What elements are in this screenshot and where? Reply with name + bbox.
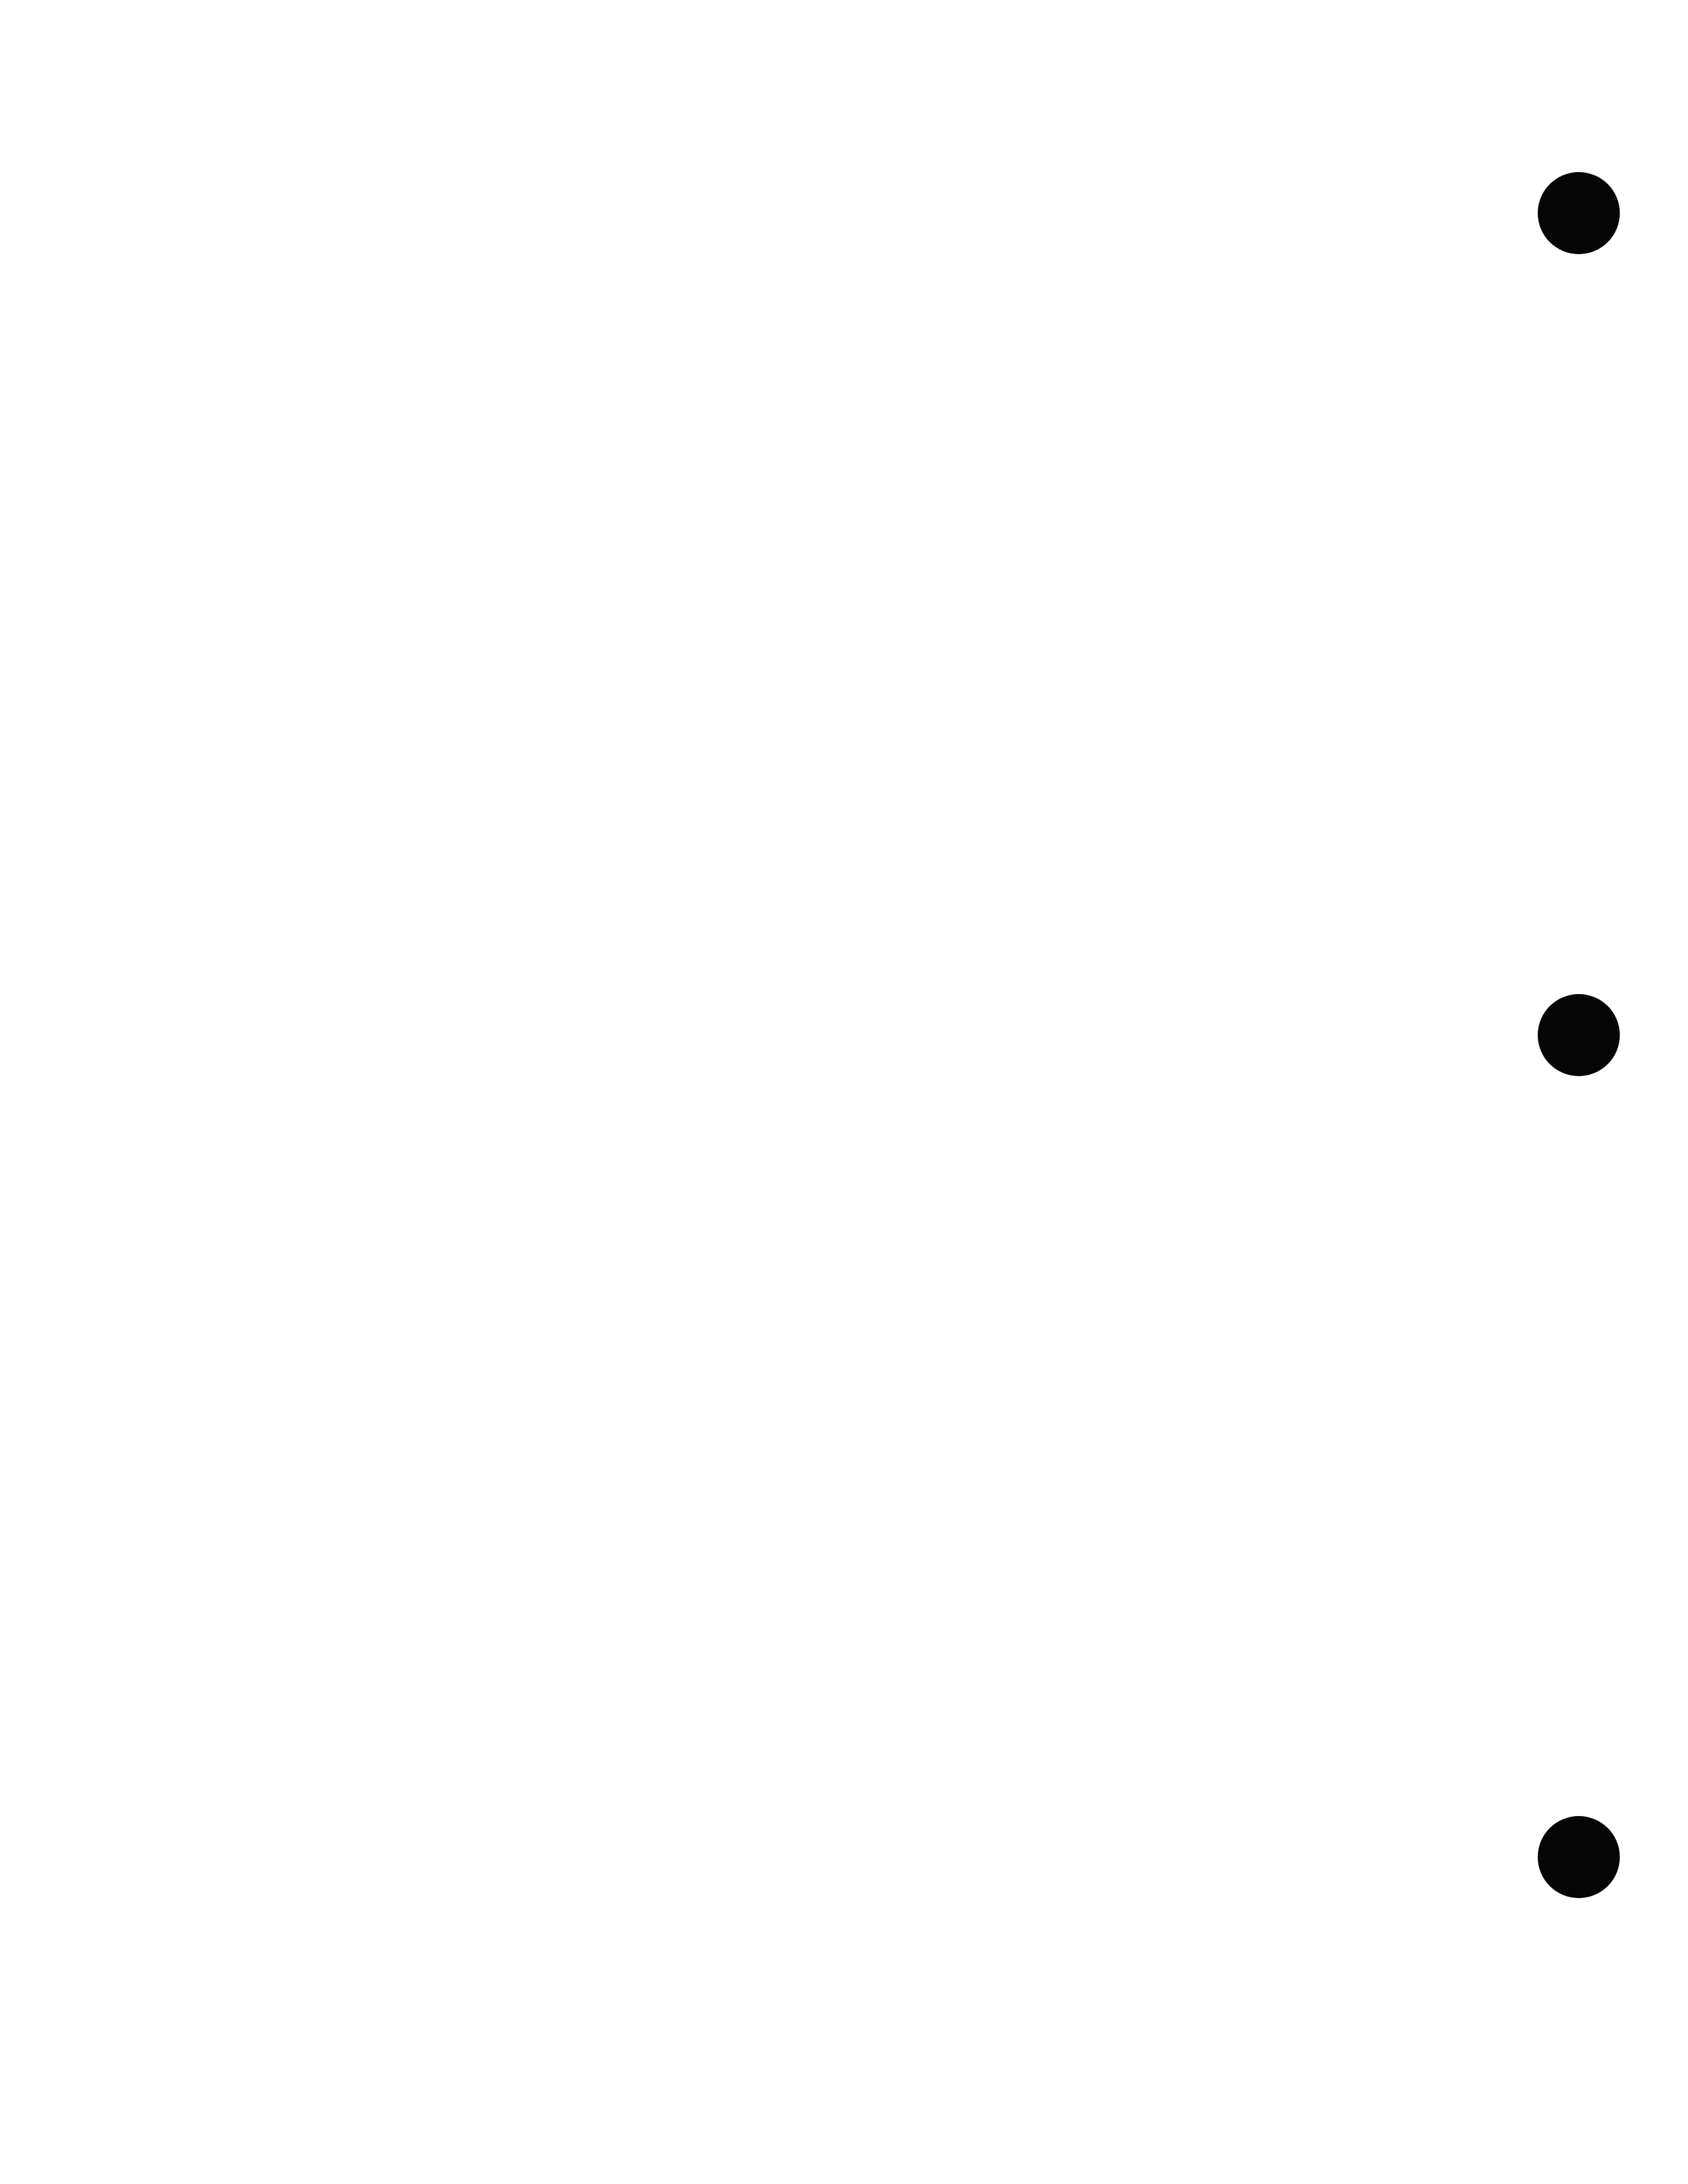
- punch-hole-bottom: [1538, 1816, 1620, 1898]
- punch-hole-middle: [1538, 994, 1620, 1076]
- punch-hole-top: [1538, 172, 1620, 254]
